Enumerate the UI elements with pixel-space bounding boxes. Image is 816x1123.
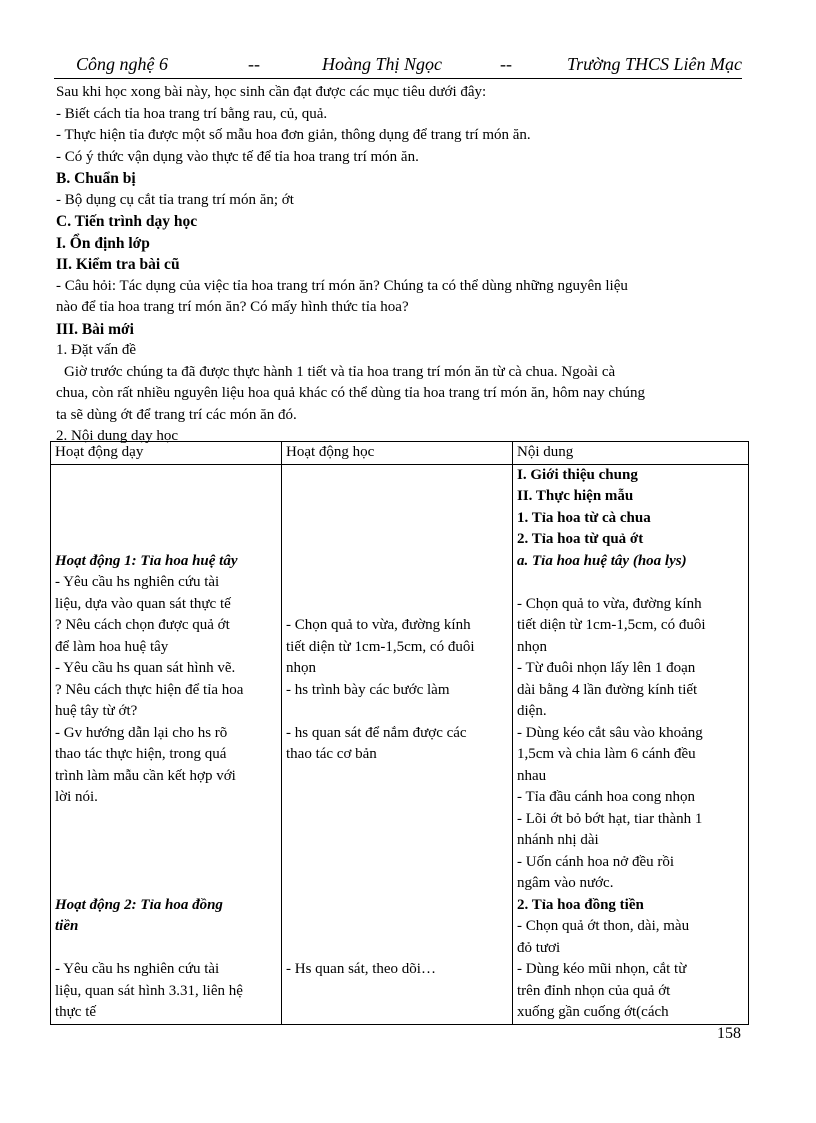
table-header-row	[51, 442, 749, 465]
text-line: - Yêu cầu hs nghiên cứu tài	[55, 574, 220, 590]
page-number: 158	[717, 1025, 741, 1042]
table-row	[51, 464, 749, 1024]
subheading: 1. Đặt vấn đề	[56, 342, 136, 358]
text-line: để làm hoa huệ tây	[55, 638, 169, 655]
column-header: Hoạt động học	[282, 442, 513, 465]
subheading: 2. Nội dung dạy học	[56, 428, 179, 444]
text-line: - Từ đuôi nhọn lấy lên 1 đoạn	[517, 660, 696, 676]
text-line: - Yêu cầu hs nghiên cứu tài	[55, 961, 220, 977]
objective-item: - Thực hiện tỉa được một số mẫu hoa đơn giản, thông dụng để trang trí món ăn.	[56, 127, 531, 143]
content-heading: 2. Tỉa hoa từ quả ớt	[517, 531, 644, 547]
header-separator: --	[500, 54, 512, 74]
activity-title: Hoạt động 1: Tỉa hoa huệ tây	[55, 552, 238, 569]
text-line: liệu, dựa vào quan sát thực tế	[55, 595, 231, 612]
section-heading: B. Chuẩn bị	[56, 170, 136, 187]
text-line: trên đỉnh nhọn của quả ớt	[517, 982, 671, 999]
question-line: nào để tỉa hoa trang trí món ăn? Có mấy hình thức tỉa hoa?	[56, 299, 409, 315]
section-heading: C. Tiến trình dạy học	[56, 213, 198, 230]
text-line: - Gv hướng dẫn lại cho hs rõ	[55, 724, 228, 741]
text-line: xuống gần cuống ớt(cách	[517, 1004, 669, 1020]
lesson-table	[50, 441, 749, 1025]
text-line: ? Nêu cách thực hiện để tỉa hoa	[55, 681, 244, 698]
header-author: Hoàng Thị Ngọc	[322, 54, 443, 74]
question-line: - Câu hỏi: Tác dụng của việc tỉa hoa trang trí món ăn? Chúng ta có thể dùng những nguyên liệu	[56, 277, 628, 294]
text-line: nhọn	[286, 660, 316, 676]
objective-line: Sau khi học xong bài này, học sinh cần đạt được các mục tiêu dưới đây:	[56, 84, 487, 100]
text-line: huệ tây từ ớt?	[55, 703, 138, 719]
text-line: nhọn	[517, 638, 547, 655]
learning-activities-cell	[282, 464, 513, 1024]
header-subject: Công nghệ 6	[76, 54, 168, 74]
activity-title: Hoạt động 2: Tỉa hoa đồng	[55, 896, 223, 913]
page-header	[54, 52, 742, 79]
problem-line: Giờ trước chúng ta đã được thực hành 1 tiết và tỉa hoa trang trí món ăn từ cà chua. Ngoài cà	[64, 363, 616, 380]
text-line: đỏ tươi	[517, 939, 561, 956]
text-line: nhau	[517, 767, 547, 784]
text-line: - Tỉa đầu cánh hoa cong nhọn	[517, 789, 696, 805]
content-heading: 2. Tỉa hoa đồng tiền	[517, 896, 644, 913]
text-line: thực tế	[55, 1004, 97, 1020]
objective-item: - Có ý thức vận dụng vào thực tế để tỉa hoa trang trí món ăn.	[56, 148, 419, 165]
content-heading: I. Giới thiệu chung	[517, 466, 638, 483]
text-line: - Yêu cầu hs quan sát hình vẽ.	[55, 660, 236, 676]
text-line: thao tác cơ bản	[286, 746, 377, 762]
text-line: - Lõi ớt bỏ bớt hạt, tiar thành 1	[517, 810, 703, 827]
column-header: Nội dung	[513, 442, 749, 465]
text-line: - Dùng kéo cắt sâu vào khoảng	[517, 724, 703, 741]
content-heading: 1. Tỉa hoa từ cà chua	[517, 509, 651, 526]
header-school: Trường THCS Liên Mạc	[567, 54, 742, 74]
content-cell	[513, 464, 749, 1024]
text-line: - Chọn quả to vừa, đường kính	[286, 617, 471, 633]
text-line: - Uốn cánh hoa nở đều rồi	[517, 853, 675, 870]
activity-title: tiền	[55, 918, 79, 934]
text-line: lời nói.	[55, 789, 98, 805]
text-line: - Chọn quả ớt thon, dài, màu	[517, 918, 690, 934]
text-line: dài bằng 4 lần đường kính tiết	[517, 681, 698, 698]
problem-line: chua, còn rất nhiều nguyên liệu hoa quả khác có thể dùng tỉa hoa trang trí món ăn, hôm nay chúng	[56, 385, 645, 401]
teaching-activities-cell	[51, 464, 282, 1024]
text-line: - hs trình bày các bước làm	[286, 681, 450, 698]
text-line: diện.	[517, 703, 547, 719]
text-line: - hs quan sát để nắm được các	[286, 724, 467, 741]
text-line: trình làm mẫu cần kết hợp với	[55, 767, 236, 784]
text-line: ngâm vào nước.	[517, 875, 614, 891]
text-line: thao tác thực hiện, trong quá	[55, 746, 227, 762]
problem-line: ta sẽ dùng ớt để trang trí các món ăn đó.	[56, 406, 297, 423]
prep-line: - Bộ dụng cụ cắt tỉa trang trí món ăn; ớt	[56, 191, 294, 208]
header-separator: --	[248, 54, 260, 74]
text-line: nhánh nhị dài	[517, 832, 599, 848]
section-heading: II. Kiểm tra bài cũ	[56, 256, 180, 273]
text-line: liệu, quan sát hình 3.31, liên hệ	[55, 982, 243, 999]
text-line: ? Nêu cách chọn được quả ớt	[55, 617, 230, 633]
content-heading: II. Thực hiện mẫu	[517, 488, 634, 504]
section-heading: I. Ổn định lớp	[56, 234, 150, 252]
section-heading: III. Bài mới	[56, 320, 134, 338]
text-line: tiết diện từ 1cm-1,5cm, có đuôi	[517, 617, 706, 633]
content-subheading: a. Tỉa hoa huệ tây (hoa lys)	[517, 552, 687, 569]
column-header: Hoạt động dạy	[51, 442, 282, 465]
document-body	[56, 82, 746, 448]
objective-item: - Biết cách tỉa hoa trang trí bằng rau, củ, quả.	[56, 105, 328, 122]
text-line: 1,5cm và chia làm 6 cánh đều	[517, 746, 696, 762]
text-line: - Chọn quả to vừa, đường kính	[517, 595, 702, 612]
text-line: - Hs quan sát, theo dõi…	[286, 961, 436, 977]
text-line: tiết diện từ 1cm-1,5cm, có đuôi	[286, 638, 475, 655]
text-line: - Dùng kéo mũi nhọn, cắt từ	[517, 961, 687, 977]
